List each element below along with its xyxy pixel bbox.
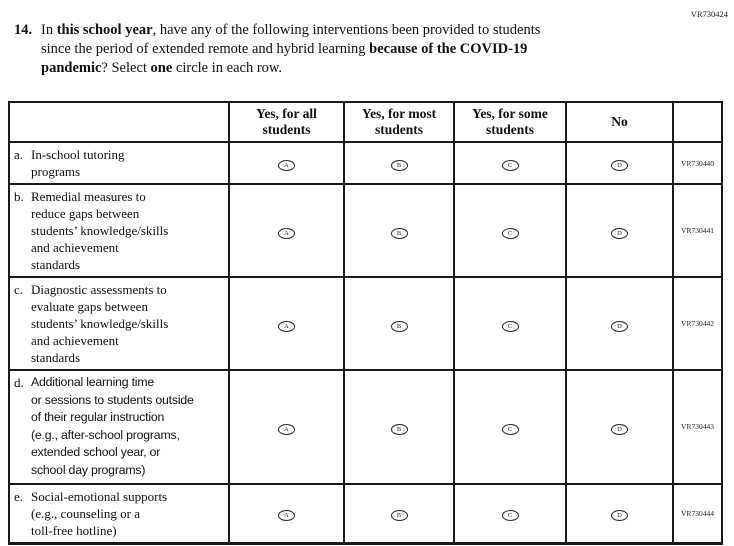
table-row — [9, 142, 722, 184]
interventions-table — [8, 101, 723, 545]
option-circle-c[interactable]: C — [502, 321, 519, 332]
option-cell — [229, 184, 344, 277]
option-circle-d[interactable]: D — [611, 160, 628, 171]
table-row — [9, 277, 722, 370]
row-letter: e. — [14, 488, 24, 504]
question-text-part: , have any of the following interventions been provided to students since the period of extended remote and hybrid learning — [41, 22, 541, 57]
option-circle-c[interactable]: C — [502, 424, 519, 435]
row-item-cell — [9, 277, 229, 370]
option-cell — [566, 184, 673, 277]
option-circle-d[interactable]: D — [611, 510, 628, 521]
col-header-code — [673, 102, 722, 142]
option-circle-a[interactable]: A — [278, 510, 295, 521]
row-item — [14, 188, 226, 273]
header-row — [9, 102, 722, 142]
option-cell — [344, 142, 454, 184]
row-code: VR730440 — [673, 142, 722, 184]
row-item — [14, 281, 226, 366]
question-text-bold: because of the COVID-19 pandemic — [41, 41, 528, 76]
option-cell — [229, 277, 344, 370]
option-circle-d[interactable]: D — [611, 228, 628, 239]
option-cell — [454, 370, 566, 484]
option-cell — [454, 184, 566, 277]
row-item — [14, 488, 226, 539]
option-cell — [344, 184, 454, 277]
option-circle-d[interactable]: D — [611, 424, 628, 435]
row-label: Additional learning time or sessions to students outside of their regular instruction (e.g., after-school programs, extended school year, or school day programs) — [31, 375, 194, 477]
table-row — [9, 484, 722, 544]
option-cell — [344, 370, 454, 484]
row-code: VR730442 — [673, 277, 722, 370]
col-header-yes-all-students: Yes, for all students — [229, 102, 344, 142]
form-code: VR730424 — [690, 9, 728, 19]
option-cell — [454, 484, 566, 544]
row-letter: b. — [14, 189, 24, 204]
row-code: VR730441 — [673, 184, 722, 277]
row-label: Remedial measures to reduce gaps between students’ knowledge/skills and achievement standards — [31, 189, 169, 272]
row-item-cell — [9, 184, 229, 277]
row-letter: c. — [14, 282, 24, 297]
option-cell — [454, 142, 566, 184]
row-letter: d. — [14, 375, 24, 390]
option-cell — [229, 484, 344, 544]
question-number: 14. — [14, 22, 33, 38]
question-text-bold: one — [150, 60, 173, 76]
option-circle-c[interactable]: C — [502, 228, 519, 239]
option-circle-a[interactable]: A — [278, 424, 295, 435]
col-header-no: No — [566, 102, 673, 142]
question-text-part: In — [41, 22, 57, 38]
option-circle-b[interactable]: B — [391, 160, 408, 171]
row-code: VR730443 — [673, 370, 722, 484]
option-cell — [229, 142, 344, 184]
row-item — [14, 146, 226, 180]
option-cell — [344, 484, 454, 544]
option-circle-b[interactable]: B — [391, 510, 408, 521]
row-label: In-school tutoring programs — [31, 147, 125, 179]
row-item-cell — [9, 370, 229, 484]
option-circle-b[interactable]: B — [391, 424, 408, 435]
row-label: Social-emotional supports (e.g., counseling or a toll-free hotline) — [31, 488, 168, 538]
option-circle-c[interactable]: C — [502, 160, 519, 171]
question-text-part: ? Select — [101, 60, 151, 76]
row-code: VR730444 — [673, 484, 722, 544]
row-item-cell — [9, 484, 229, 544]
row-letter: a. — [14, 147, 24, 162]
option-cell — [566, 484, 673, 544]
question-text-bold: this school year — [56, 22, 153, 38]
row-label: Diagnostic assessments to evaluate gaps between students’ knowledge/skills and achievement standards — [31, 282, 169, 365]
question-block — [14, 21, 540, 78]
option-circle-a[interactable]: A — [278, 160, 295, 171]
option-circle-b[interactable]: B — [391, 228, 408, 239]
option-cell — [566, 277, 673, 370]
option-circle-d[interactable]: D — [611, 321, 628, 332]
table-header — [9, 102, 722, 142]
option-circle-a[interactable]: A — [278, 321, 295, 332]
option-cell — [229, 370, 344, 484]
option-circle-c[interactable]: C — [502, 510, 519, 521]
col-header-item — [9, 102, 229, 142]
option-cell — [566, 142, 673, 184]
row-item-cell — [9, 142, 229, 184]
question-text — [41, 21, 540, 78]
table-row — [9, 184, 722, 277]
question-text-part: circle in each row. — [172, 60, 283, 76]
col-header-yes-most-students: Yes, for most students — [344, 102, 454, 142]
option-cell — [344, 277, 454, 370]
interventions-table-body — [9, 142, 722, 543]
option-cell — [566, 370, 673, 484]
option-cell — [454, 277, 566, 370]
option-circle-b[interactable]: B — [391, 321, 408, 332]
row-item — [14, 374, 226, 480]
col-header-yes-some-students: Yes, for some students — [454, 102, 566, 142]
table-row — [9, 370, 722, 484]
option-circle-a[interactable]: A — [278, 228, 295, 239]
